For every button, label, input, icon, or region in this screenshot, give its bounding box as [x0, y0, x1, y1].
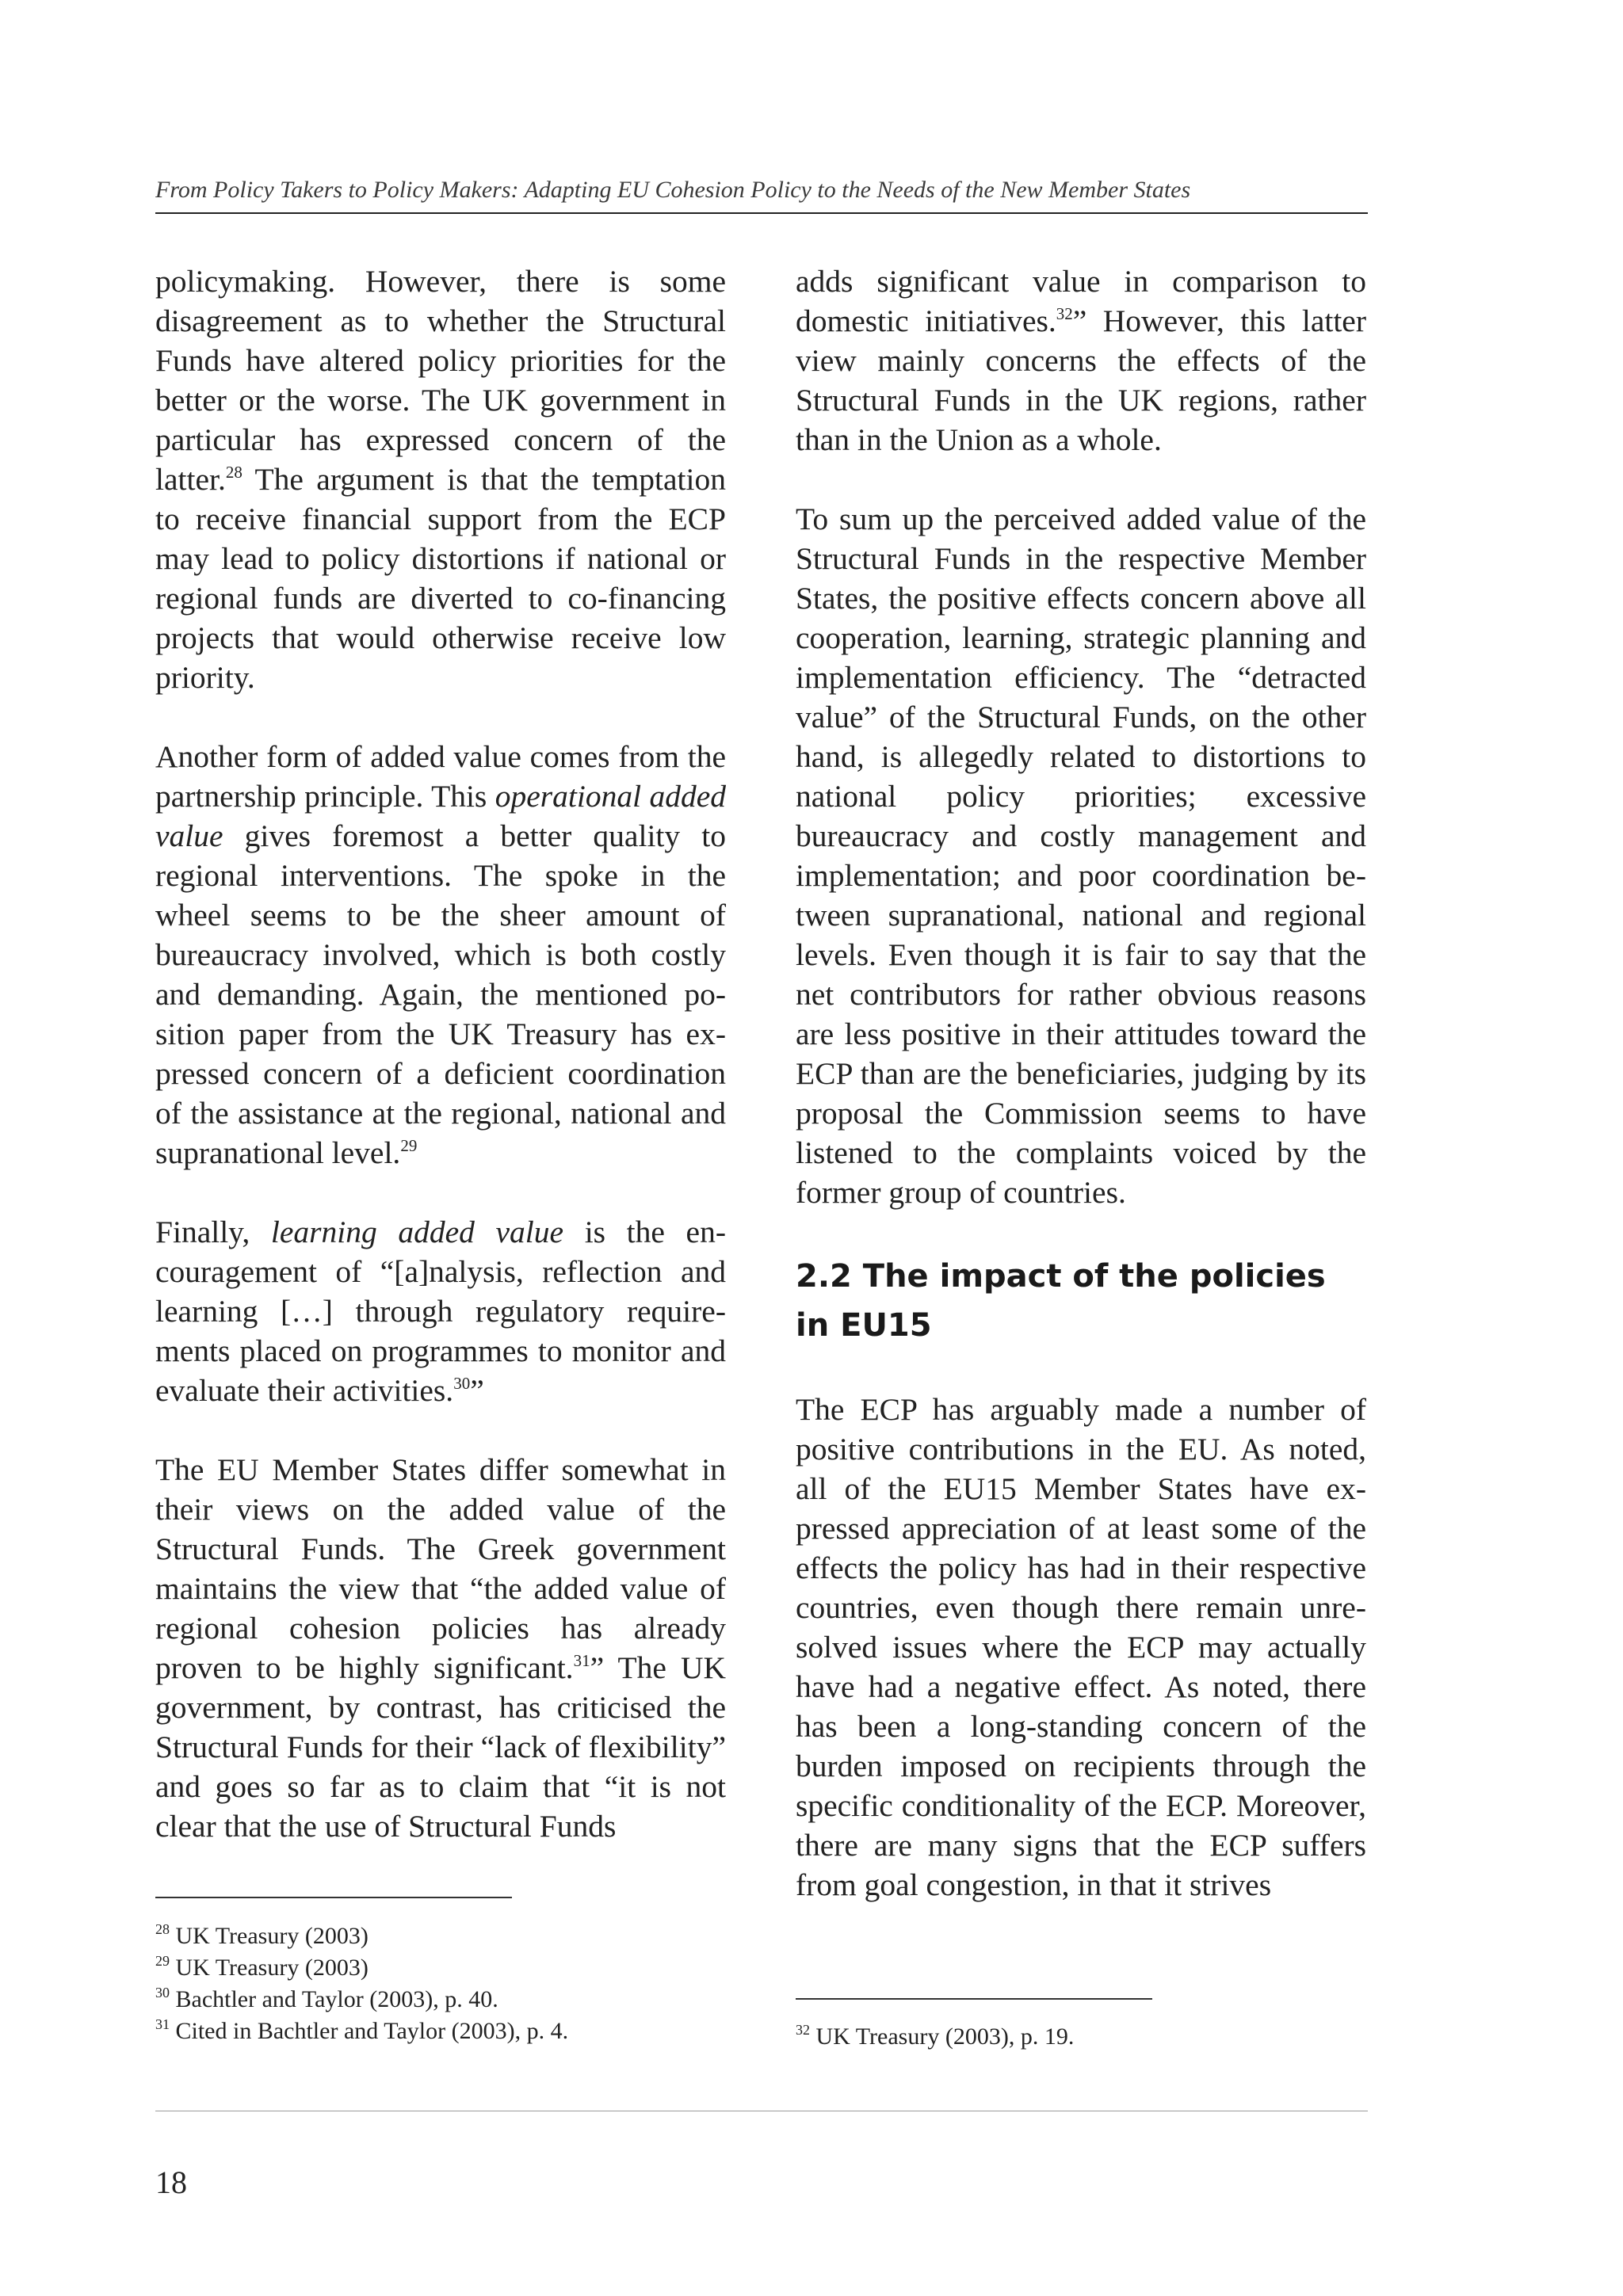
footnote-text: Cited in Bachtler and Taylor (2003), p. 4. [170, 2018, 569, 2044]
text: policymaking. However, there is some disagreement as to whether the Structural Funds have altered policy priorities for the better or the worse. The UK government in particular has expressed concern of the latter. [155, 264, 726, 497]
footnote-rule [796, 1998, 1152, 2000]
footnote-number: 31 [155, 2016, 170, 2032]
text: The EU Member States differ somewhat in their views on the added value of the Structural Funds. The Greek government maintains the view that “the added value of regional cohesion policies has already proven to be highly significant. [155, 1452, 726, 1685]
right-column [796, 261, 1366, 1905]
footnote-number: 30 [155, 1985, 170, 2000]
section-heading: 2.2 The impact of the policies in EU15 [796, 1258, 1326, 1344]
paragraph [796, 261, 1366, 460]
footnote-text: Bachtler and Taylor (2003), p. 40. [170, 1986, 498, 2012]
footnote [155, 1984, 726, 2016]
footnote [155, 1952, 726, 1984]
footnotes-left [155, 1920, 726, 2047]
footnote-ref: 28 [225, 463, 242, 482]
text: Another form of added value comes from the partnership principle. This [155, 739, 726, 814]
text: ” [470, 1373, 484, 1408]
page-number: 18 [155, 2164, 187, 2200]
footnote-number: 28 [155, 1921, 170, 1937]
footnote-number: 29 [155, 1953, 170, 1969]
paragraph [155, 1212, 726, 1410]
footnotes-right [796, 2021, 1366, 2053]
text: ” However, this latter view mainly concerns the effects of the Structural Funds in the UK regions, rather than in the Union as a whole. [796, 303, 1366, 457]
footnote-ref: 31 [573, 1651, 590, 1670]
footnote-rule [155, 1897, 512, 1898]
paragraph: The ECP has arguably made a number of positive contributions in the EU. As noted, all of the EU15 Member States have expressed appreciation of at least some of the effects the policy has had in their respective countries, even though there remain unresolved issues where the ECP may actually have had a negative effect. As noted, there has been a long-standing concern of the burden imposed on recipients through the specific conditionality of the ECP. Moreover, there are many signs that the ECP suffers from goal congestion, in that it strives [796, 1392, 1366, 1902]
left-column [155, 261, 726, 1846]
emphasis: operational added value [155, 779, 727, 853]
text: ” The UK government, by contrast, has criticised the Structural Funds for their “lack of flexibility” and goes so far as to claim that “it is not clear that the use of Structural Funds [155, 1650, 726, 1844]
footnote-ref: 29 [400, 1136, 418, 1155]
text: Finally, [155, 1215, 271, 1249]
footnote-text: UK Treasury (2003), p. 19. [810, 2023, 1075, 2050]
footnote [796, 2021, 1366, 2053]
header-rule [155, 212, 1368, 214]
text: adds significant value in comparison to domestic initiatives. [796, 264, 1366, 338]
footnote-number: 32 [796, 2022, 810, 2038]
running-header: From Policy Takers to Policy Makers: Adapting EU Cohesion Policy to the Needs of the New Member States [155, 177, 1191, 203]
paragraph [155, 261, 726, 697]
paragraph [155, 1450, 726, 1846]
footnote-text: UK Treasury (2003) [170, 1923, 369, 1949]
footnote-text: UK Treasury (2003) [170, 1955, 369, 1981]
paragraph [155, 737, 726, 1173]
text: gives foremost a better quality to regional interventions. The spoke in the wheel seems to be the sheer amount of bureaucracy involved, which is both costly and demanding. Again, the mentioned position paper from the UK Treasury has expressed concern of a deficient coordination of the assistance at the regional, national and supranational level. [155, 818, 726, 1170]
paragraph: To sum up the perceived added value of the Structural Funds in the respective Member States, the positive effects concern above all cooperation, learning, strategic planning and implementation efficiency. The “detracted value” of the Structural Funds, on the other hand, is allegedly related to distortions to national policy priorities; excessive bureaucracy and costly management and implementation; and poor coordination between supranational, national and regional levels. Even though it is fair to say that the net contributors for rather obvious reasons are less positive in their attitudes toward the ECP than are the beneficiaries, judging by its proposal the Commission seems to have listened to the complaints voiced by the former group of countries. [796, 502, 1366, 1210]
footnote-ref: 30 [453, 1374, 471, 1393]
footnote [155, 1920, 726, 1952]
footnote-ref: 32 [1056, 304, 1073, 323]
footnote [155, 2016, 726, 2047]
text: The argument is that the temptation to receive financial support from the ECP may lead to policy distortions if national or regional funds are diverted to co-financing projects that would otherwise receive low priority. [155, 462, 726, 695]
emphasis: learning added value [270, 1215, 564, 1249]
text: is the encouragement of “[a]nalysis, reflection and learning […] through regulatory requirements placed on programmes to monitor and evaluate their activities. [155, 1215, 726, 1408]
